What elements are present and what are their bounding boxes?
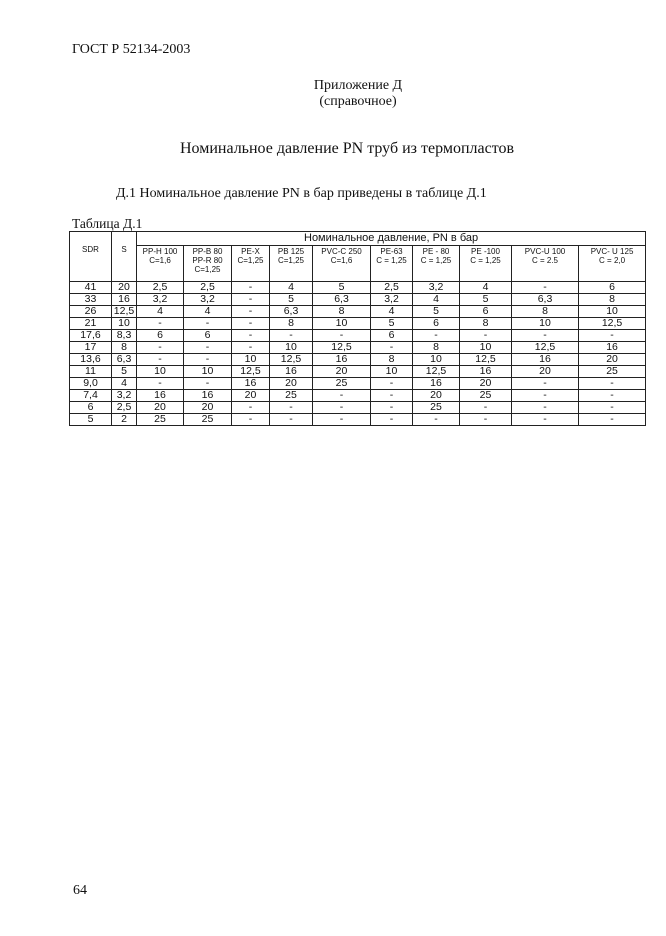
cell-value: 5 xyxy=(313,282,371,294)
column-header xyxy=(313,246,371,282)
table-row xyxy=(70,318,646,330)
cell-value: 16 xyxy=(579,342,646,354)
cell-value: 25 xyxy=(579,366,646,378)
cell-value: - xyxy=(184,318,232,330)
column-header-line: PE - 80 xyxy=(422,247,450,256)
cell-value: 25 xyxy=(460,390,512,402)
cell-value: 16 xyxy=(313,354,371,366)
cell-value: 20 xyxy=(232,390,270,402)
table-row xyxy=(70,306,646,318)
cell-value: 8 xyxy=(413,342,460,354)
cell-value: - xyxy=(137,318,184,330)
cell-value: 10 xyxy=(460,342,512,354)
cell-value: 3,2 xyxy=(413,282,460,294)
column-header xyxy=(371,246,413,282)
cell-value: 10 xyxy=(184,366,232,378)
cell-value: - xyxy=(371,414,413,426)
header-sdr: SDR xyxy=(70,232,112,282)
cell-s: 4 xyxy=(112,378,137,390)
cell-value: - xyxy=(579,402,646,414)
cell-value: 10 xyxy=(512,318,579,330)
cell-value: 12,5 xyxy=(579,318,646,330)
cell-value: - xyxy=(232,330,270,342)
appendix-title: Приложение Д xyxy=(313,78,403,93)
cell-value: - xyxy=(313,402,371,414)
cell-value: 12,5 xyxy=(270,354,313,366)
column-header-line: PE-X xyxy=(241,247,260,256)
cell-value: 5 xyxy=(371,318,413,330)
cell-value: - xyxy=(232,414,270,426)
cell-value: 25 xyxy=(184,414,232,426)
cell-s: 16 xyxy=(112,294,137,306)
cell-value: - xyxy=(270,414,313,426)
cell-value: 16 xyxy=(460,366,512,378)
cell-value: - xyxy=(137,342,184,354)
cell-value: - xyxy=(313,330,371,342)
cell-value: - xyxy=(184,378,232,390)
cell-value: 20 xyxy=(137,402,184,414)
cell-value: 10 xyxy=(232,354,270,366)
cell-value: - xyxy=(371,402,413,414)
cell-sdr: 21 xyxy=(70,318,112,330)
cell-sdr: 5 xyxy=(70,414,112,426)
cell-value: - xyxy=(232,342,270,354)
cell-value: 25 xyxy=(313,378,371,390)
cell-value: 2,5 xyxy=(371,282,413,294)
column-header-line: C = 1,25 xyxy=(470,256,501,265)
appendix-heading xyxy=(0,78,666,110)
cell-value: 4 xyxy=(137,306,184,318)
cell-sdr: 11 xyxy=(70,366,112,378)
column-header xyxy=(460,246,512,282)
column-header-line: PVC-C 250 xyxy=(321,247,362,256)
cell-value: - xyxy=(579,330,646,342)
cell-value: 20 xyxy=(512,366,579,378)
cell-value: 4 xyxy=(371,306,413,318)
cell-value: 8 xyxy=(579,294,646,306)
cell-value: 20 xyxy=(313,366,371,378)
cell-value: 8 xyxy=(460,318,512,330)
cell-value: 6 xyxy=(460,306,512,318)
cell-value: - xyxy=(371,378,413,390)
table-row xyxy=(70,390,646,402)
cell-value: - xyxy=(460,402,512,414)
cell-value: 16 xyxy=(184,390,232,402)
table-row xyxy=(70,282,646,294)
cell-value: 12,5 xyxy=(232,366,270,378)
cell-value: 20 xyxy=(270,378,313,390)
cell-value: - xyxy=(460,414,512,426)
cell-value: 6,3 xyxy=(270,306,313,318)
cell-value: - xyxy=(232,306,270,318)
cell-value: 8 xyxy=(313,306,371,318)
cell-value: 8 xyxy=(371,354,413,366)
page-number: 64 xyxy=(73,883,87,898)
column-header-line: C = 1,25 xyxy=(420,256,452,265)
cell-value: 6 xyxy=(137,330,184,342)
column-header-line: PE-63 xyxy=(380,247,403,256)
cell-value: 10 xyxy=(371,366,413,378)
cell-value: - xyxy=(460,330,512,342)
cell-value: 20 xyxy=(413,390,460,402)
cell-value: 8 xyxy=(270,318,313,330)
cell-value: - xyxy=(232,294,270,306)
column-header xyxy=(232,246,270,282)
cell-value: 4 xyxy=(460,282,512,294)
cell-value: - xyxy=(313,390,371,402)
column-header-line: C=1,6 xyxy=(149,256,171,265)
cell-value: - xyxy=(270,402,313,414)
pressure-table xyxy=(69,231,646,426)
cell-value: - xyxy=(371,390,413,402)
cell-value: 6,3 xyxy=(512,294,579,306)
cell-sdr: 17 xyxy=(70,342,112,354)
cell-sdr: 6 xyxy=(70,402,112,414)
cell-value: - xyxy=(512,378,579,390)
cell-value: - xyxy=(137,354,184,366)
cell-s: 6,3 xyxy=(112,354,137,366)
cell-value: 10 xyxy=(137,366,184,378)
cell-value: - xyxy=(232,282,270,294)
column-header xyxy=(184,246,232,282)
cell-value: - xyxy=(232,402,270,414)
cell-value: 2,5 xyxy=(137,282,184,294)
table-row xyxy=(70,294,646,306)
column-header-line: PVC-U 100 xyxy=(524,247,566,256)
column-header xyxy=(137,246,184,282)
cell-value: 16 xyxy=(413,378,460,390)
cell-sdr: 33 xyxy=(70,294,112,306)
cell-value: - xyxy=(313,414,371,426)
cell-value: 25 xyxy=(137,414,184,426)
cell-value: 2,5 xyxy=(184,282,232,294)
table-row xyxy=(70,330,646,342)
column-header-line: C=1,25 xyxy=(277,256,305,265)
cell-value: 20 xyxy=(579,354,646,366)
cell-value: 12,5 xyxy=(313,342,371,354)
cell-value: 3,2 xyxy=(137,294,184,306)
column-header-line: PB 125 xyxy=(277,247,305,256)
cell-sdr: 7,4 xyxy=(70,390,112,402)
cell-value: 3,2 xyxy=(184,294,232,306)
cell-value: 6 xyxy=(579,282,646,294)
cell-value: - xyxy=(413,414,460,426)
document-id: ГОСТ Р 52134-2003 xyxy=(72,42,191,57)
column-header-line: C = 1,25 xyxy=(376,256,407,265)
cell-value: 10 xyxy=(313,318,371,330)
cell-value: - xyxy=(579,390,646,402)
cell-value: - xyxy=(579,414,646,426)
intro-paragraph: Д.1 Номинальное давление PN в бар приведены в таблице Д.1 xyxy=(116,186,487,201)
column-header-line: C = 2.5 xyxy=(531,256,558,265)
column-header-line: C=1,25 xyxy=(194,265,221,274)
cell-value: 5 xyxy=(270,294,313,306)
cell-s: 2,5 xyxy=(112,402,137,414)
cell-value: 16 xyxy=(137,390,184,402)
cell-value: 25 xyxy=(270,390,313,402)
cell-value: - xyxy=(371,342,413,354)
cell-value: 12,5 xyxy=(413,366,460,378)
cell-value: 6,3 xyxy=(313,294,371,306)
cell-value: - xyxy=(512,414,579,426)
table-row xyxy=(70,342,646,354)
cell-value: - xyxy=(512,282,579,294)
cell-value: 6 xyxy=(371,330,413,342)
column-header xyxy=(512,246,579,282)
cell-value: - xyxy=(579,378,646,390)
appendix-subtitle: (справочное) xyxy=(319,94,397,109)
cell-value: 4 xyxy=(184,306,232,318)
cell-value: 6 xyxy=(184,330,232,342)
cell-s: 2 xyxy=(112,414,137,426)
cell-value: 5 xyxy=(460,294,512,306)
cell-value: 16 xyxy=(270,366,313,378)
column-header-line: PVC- U 125 xyxy=(590,247,634,256)
cell-s: 10 xyxy=(112,318,137,330)
cell-value: 16 xyxy=(232,378,270,390)
cell-value: - xyxy=(232,318,270,330)
table-row xyxy=(70,402,646,414)
cell-value: 10 xyxy=(413,354,460,366)
table-row xyxy=(70,378,646,390)
cell-value: 4 xyxy=(413,294,460,306)
table-label: Таблица Д.1 xyxy=(72,216,143,231)
cell-value: 4 xyxy=(270,282,313,294)
cell-value: - xyxy=(413,330,460,342)
cell-sdr: 26 xyxy=(70,306,112,318)
cell-value: - xyxy=(512,402,579,414)
cell-value: - xyxy=(137,378,184,390)
table-row xyxy=(70,366,646,378)
header-group: Номинальное давление, PN в бар xyxy=(137,232,646,246)
cell-value: 20 xyxy=(460,378,512,390)
page-title: Номинальное давление PN труб из термопластов xyxy=(179,140,515,157)
cell-value: 12,5 xyxy=(460,354,512,366)
column-header-line: PP-B 80 xyxy=(192,247,223,256)
cell-value: - xyxy=(184,354,232,366)
cell-s: 8,3 xyxy=(112,330,137,342)
cell-value: 25 xyxy=(413,402,460,414)
column-header-line: C=1,6 xyxy=(330,256,353,265)
cell-value: 3,2 xyxy=(371,294,413,306)
cell-value: 10 xyxy=(579,306,646,318)
column-header xyxy=(270,246,313,282)
cell-sdr: 41 xyxy=(70,282,112,294)
table-row xyxy=(70,414,646,426)
cell-s: 12,5 xyxy=(112,306,137,318)
cell-value: 8 xyxy=(512,306,579,318)
column-header-line: PP-R 80 xyxy=(192,256,223,265)
cell-value: - xyxy=(512,390,579,402)
cell-value: - xyxy=(184,342,232,354)
cell-value: 5 xyxy=(413,306,460,318)
cell-sdr: 9,0 xyxy=(70,378,112,390)
cell-value: 12,5 xyxy=(512,342,579,354)
cell-s: 3,2 xyxy=(112,390,137,402)
cell-value: 6 xyxy=(413,318,460,330)
table-row xyxy=(70,354,646,366)
column-header xyxy=(413,246,460,282)
cell-s: 5 xyxy=(112,366,137,378)
cell-value: 16 xyxy=(512,354,579,366)
cell-sdr: 17,6 xyxy=(70,330,112,342)
cell-value: - xyxy=(270,330,313,342)
cell-sdr: 13,6 xyxy=(70,354,112,366)
header-s: S xyxy=(112,232,137,282)
cell-s: 8 xyxy=(112,342,137,354)
cell-value: 10 xyxy=(270,342,313,354)
cell-value: - xyxy=(512,330,579,342)
column-header-line: PE -100 xyxy=(471,247,500,256)
cell-value: 20 xyxy=(184,402,232,414)
column-header-line: PP-H 100 xyxy=(142,247,178,256)
column-header-line: C=1,25 xyxy=(237,256,264,265)
column-header xyxy=(579,246,646,282)
column-header-line: C = 2,0 xyxy=(599,256,626,265)
cell-s: 20 xyxy=(112,282,137,294)
